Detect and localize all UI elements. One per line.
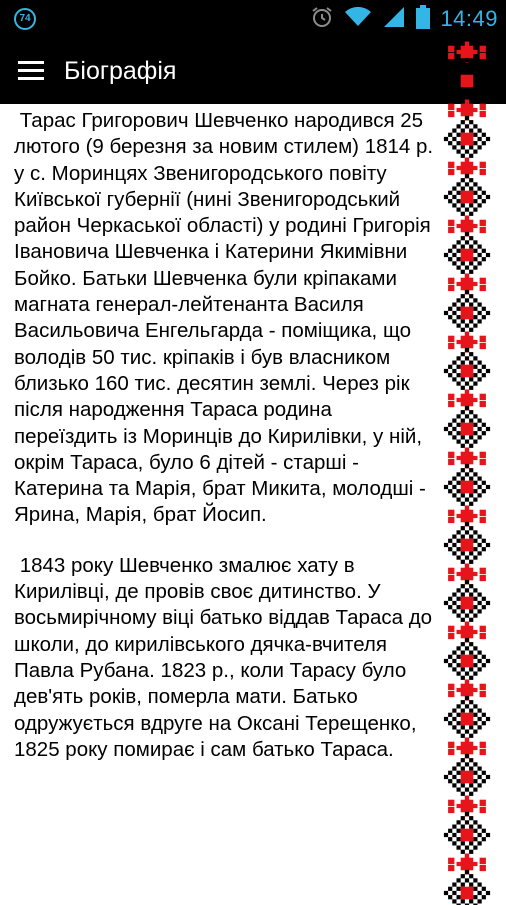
- paragraph: Тарас Григорович Шевченко народився 25 лютого (9 березня за новим стилем) 1814 р. у с. Моринцях Звенигородського повіту Київської губернії (нині Звенигородський район Черкаської області) у родині Григорія Івановича Шевченка і Катерини Якимівни Бойко. Батьки Шевченка були кріпаками магната генерал-лейтенанта Василя Васильовича Енгельгарда - поміщика, що володів 50 тис. кріпаків і був власником близько 160 тис. десятин землі. Через рік після народження Тараса родина переїздить із Моринців до Кирилівки, у ній, окрім Тараса, було 6 дітей - старші - Катерина та Марія, брат Микита, молодші - Ярина, Марія, брат Йосип.: [0, 108, 434, 529]
- signal-icon: [382, 6, 406, 33]
- wifi-icon: [344, 6, 372, 33]
- alarm-icon: [310, 5, 334, 34]
- status-bar: [0, 0, 506, 38]
- embroidery-ornament: [440, 104, 494, 900]
- clock: 14:49: [440, 6, 498, 32]
- page-title: Біографія: [64, 57, 176, 86]
- paragraph: 1843 року Шевченко змалює хату в Кирилівці, де провів своє дитинство. У восьмирічному віці батько віддав Тараса до школи, до кирилівського дячка-вчителя Павла Рубана. 1823 р., коли Тарасу було дев'ять років, померла мати. Батько одружується вдруге на Оксані Терещенко, 1825 року помирає і сам батько Тараса.: [0, 553, 434, 763]
- biography-text[interactable]: [0, 104, 434, 900]
- status-icons: [310, 0, 498, 38]
- app-bar: [0, 38, 506, 104]
- notification-icon: 74: [14, 8, 36, 30]
- battery-icon: [416, 5, 430, 34]
- hamburger-menu-icon[interactable]: [18, 61, 44, 81]
